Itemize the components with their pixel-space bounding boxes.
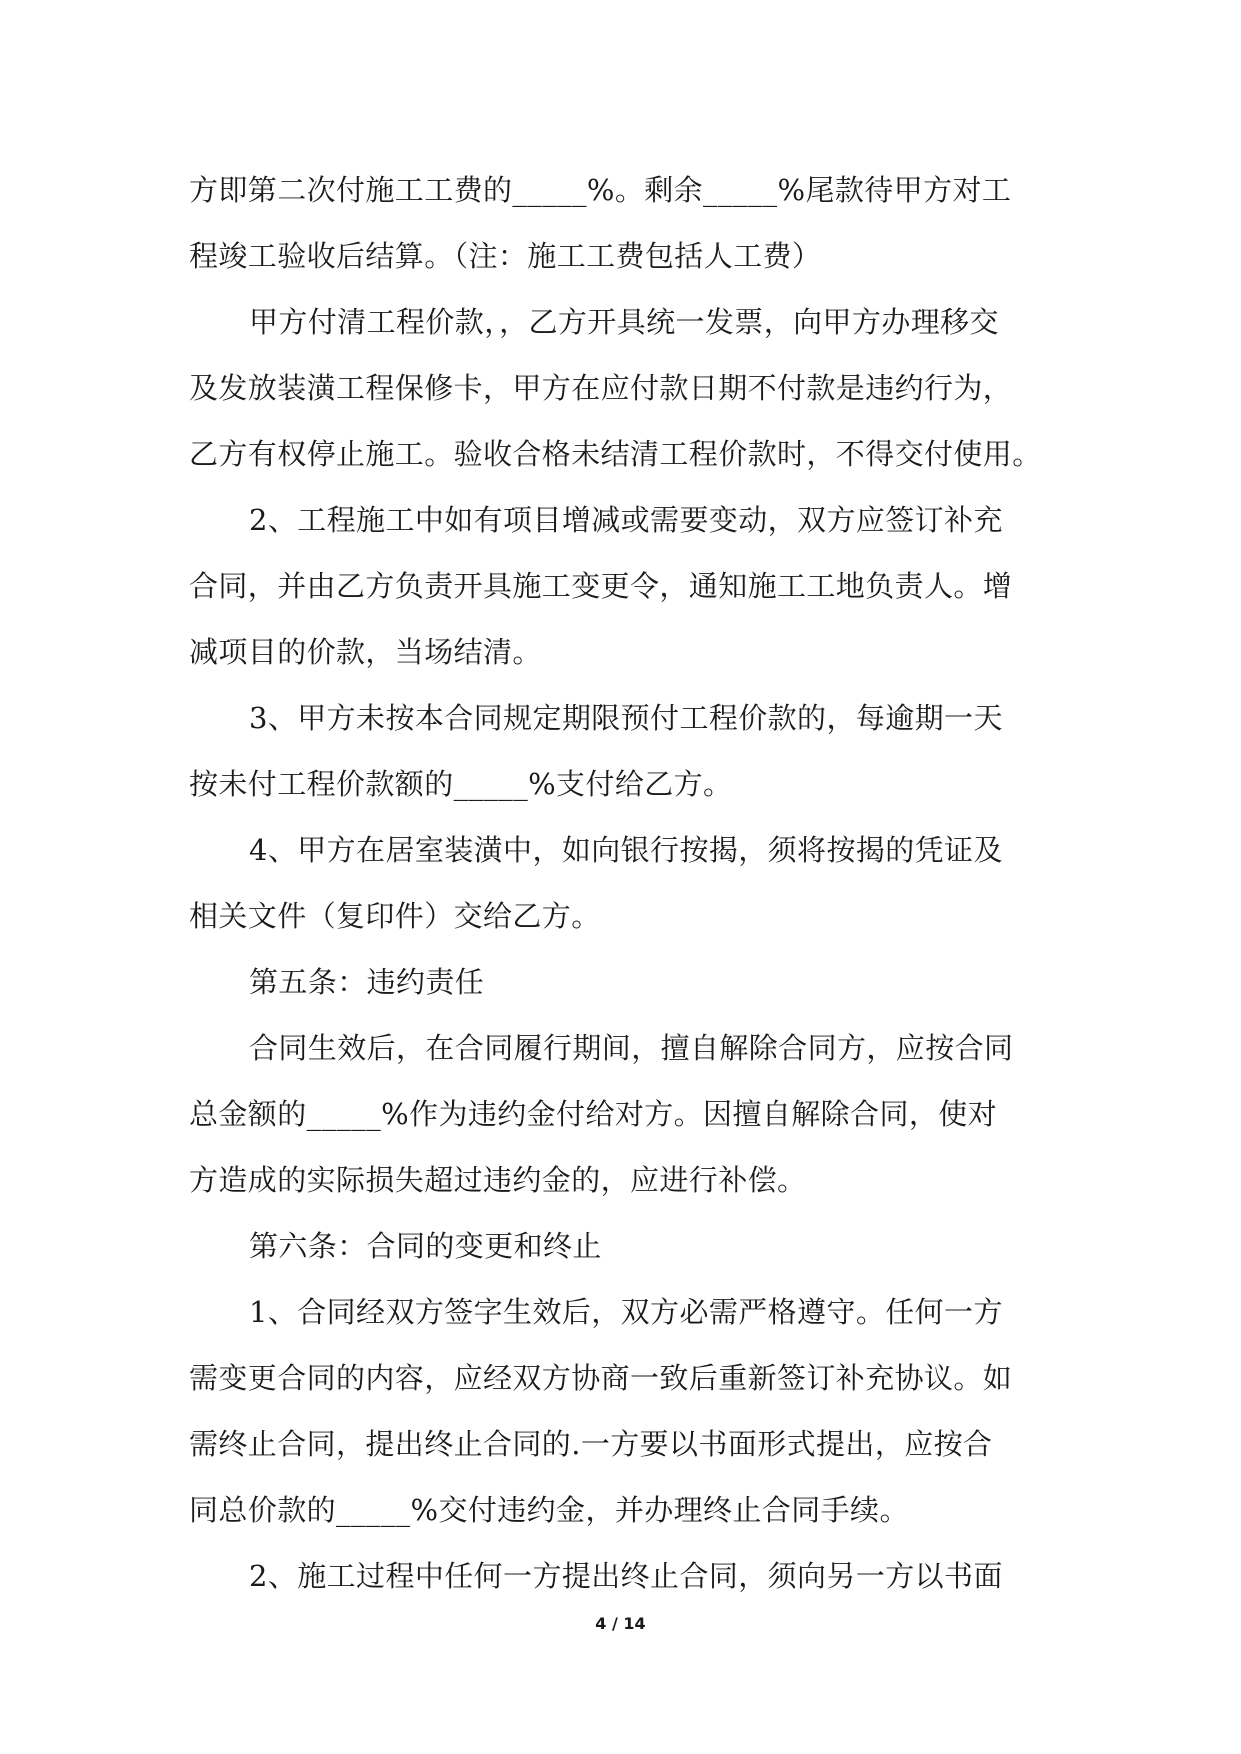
text-line: 程竣工验收后结算。（注：施工工费包括人工费） bbox=[189, 239, 822, 273]
text-line: 相关文件（复印件）交给乙方。 bbox=[189, 899, 601, 933]
text-line: 同总价款的_____%交付违约金，并办理终止合同手续。 bbox=[189, 1493, 909, 1527]
text-line: 需变更合同的内容，应经双方协商一致后重新签订补充协议。如 bbox=[189, 1361, 1013, 1395]
text-line: 及发放装潢工程保修卡，甲方在应付款日期不付款是违约行为， bbox=[189, 371, 1013, 405]
text-line: 按未付工程价款额的_____%支付给乙方。 bbox=[189, 767, 733, 801]
text-line: 2、施工过程中任何一方提出终止合同，须向另一方以书面 bbox=[249, 1559, 1003, 1593]
text-line: 2、工程施工中如有项目增减或需要变动，双方应签订补充 bbox=[249, 503, 1003, 537]
text-line: 乙方有权停止施工。验收合格未结清工程价款时，不得交付使用。 bbox=[189, 437, 1042, 471]
text-line: 合同，并由乙方负责开具施工变更令，通知施工工地负责人。增 bbox=[189, 569, 1013, 603]
text-line: 4、甲方在居室装潢中，如向银行按揭，须将按揭的凭证及 bbox=[249, 833, 1003, 867]
page-number: 4 / 14 bbox=[595, 1614, 646, 1633]
text-line: 1、合同经双方签字生效后，双方必需严格遵守。任何一方 bbox=[249, 1295, 1003, 1329]
text-line: 方造成的实际损失超过违约金的，应进行补偿。 bbox=[189, 1163, 807, 1197]
text-line: 方即第二次付施工工费的_____%。剩余_____%尾款待甲方对工 bbox=[189, 173, 1012, 207]
document-body bbox=[189, 157, 1059, 1609]
section-heading-breach: 第五条：违约责任 bbox=[249, 965, 485, 999]
section-heading-change-termination: 第六条：合同的变更和终止 bbox=[249, 1229, 602, 1263]
text-line: 需终止合同，提出终止合同的.一方要以书面形式提出，应按合 bbox=[189, 1427, 993, 1461]
text-line: 合同生效后，在合同履行期间，擅自解除合同方，应按合同 bbox=[249, 1031, 1014, 1065]
text-line: 3、甲方未按本合同规定期限预付工程价款的，每逾期一天 bbox=[249, 701, 1003, 735]
text-line: 甲方付清工程价款，，乙方开具统一发票，向甲方办理移交 bbox=[249, 305, 999, 339]
text-line: 减项目的价款，当场结清。 bbox=[189, 635, 542, 669]
text-line: 总金额的_____%作为违约金付给对方。因擅自解除合同，使对 bbox=[189, 1097, 998, 1131]
